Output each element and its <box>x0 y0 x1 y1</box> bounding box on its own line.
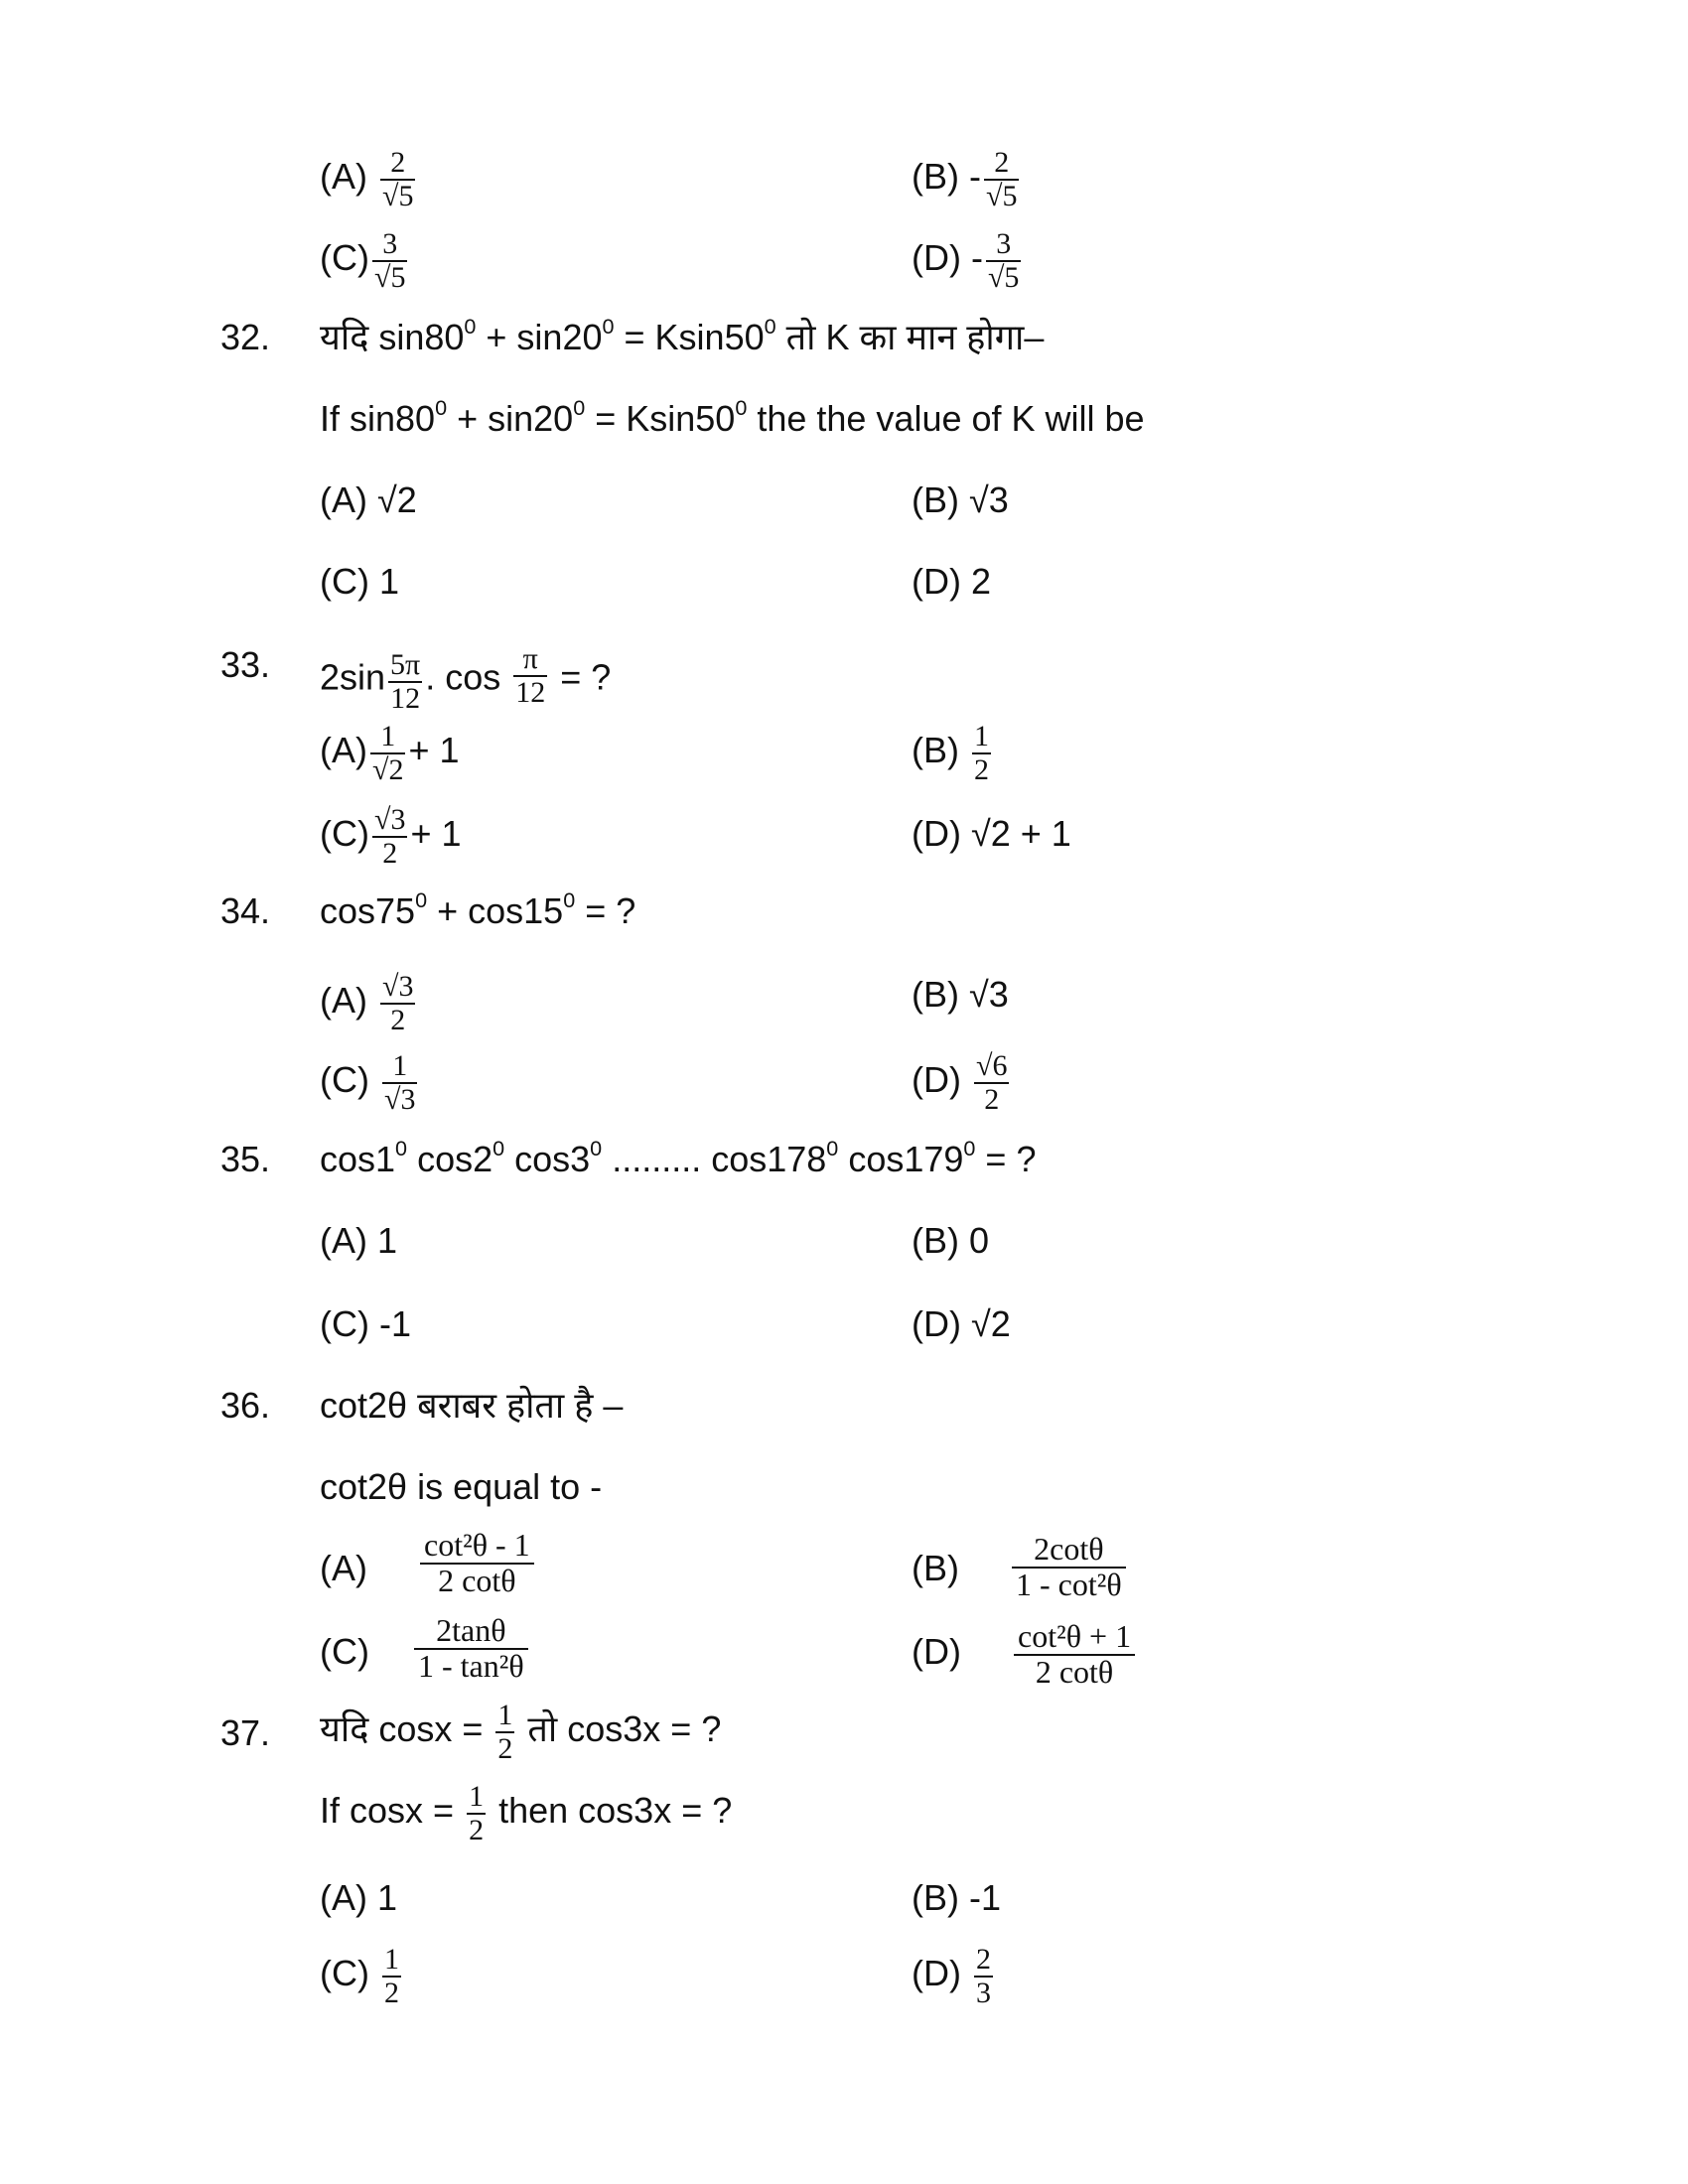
q36-option-d-fraction <box>1011 1620 1138 1689</box>
q36-option-c-label: (C) <box>320 1631 369 1672</box>
q32-option-c: (C) 1 <box>320 561 399 602</box>
q36-english-text: cot2θ is equal to - <box>320 1466 603 1507</box>
q34-option-d: (D) $\frac{√6}{2}$ <box>912 1049 1008 1116</box>
q31-option-c: (C) $\frac{3}{√5}$ <box>320 227 406 294</box>
q34-option-b: (B) √3 <box>912 974 1009 1015</box>
fraction: $\frac{1}{2}$ <box>974 720 990 786</box>
fraction: $\frac{3}{√5}$ <box>987 227 1020 294</box>
q34-question-text: $\cos 75^0 + \cos 15^0$ = ? <box>320 887 636 931</box>
q35-option-c: (C) -1 <box>320 1303 411 1344</box>
fraction: $\frac{2}{√5}$ <box>985 146 1018 212</box>
question-number: 37. <box>220 1712 271 1753</box>
q32-option-a: (A) √2 <box>320 479 417 520</box>
fraction: $\frac{√6}{2}$ <box>976 1049 1008 1116</box>
fraction: $\frac{1}{√2}$ <box>372 720 404 786</box>
fraction: $\frac{2}{√5}$ <box>382 146 414 212</box>
fraction: $\frac{√3}{2}$ <box>382 970 414 1036</box>
q34-option-c: (C) $\frac{1}{√3}$ <box>320 1049 416 1116</box>
question-number: 32. <box>220 317 271 357</box>
q36-option-d-label: (D) <box>912 1631 961 1672</box>
fraction: $\frac{1}{√3}$ <box>384 1049 416 1116</box>
fraction: $\frac{3}{√5}$ <box>373 227 406 294</box>
q35-option-b: (B) 0 <box>912 1220 990 1261</box>
q37-hindi-text: यदि cosx = $\frac{1}{2}$ तो cos3x = ? <box>320 1699 722 1765</box>
q34-option-a: (A) $\frac{√3}{2}$ <box>320 970 414 1036</box>
q32-option-d: (D) 2 <box>912 561 991 602</box>
q32-hindi-text: यदि $\sin 80^0 + \sin 20^0 = Ksin50^0$ तो K का मान होगा– <box>320 313 1045 357</box>
q32-option-b: (B) √3 <box>912 479 1009 520</box>
fraction: $\frac{\text{cot²θ - 1}}{2 \cot\theta}$ <box>420 1529 534 1597</box>
fraction: $\frac{1}{2}$ <box>384 1943 399 2009</box>
q37-option-c: (C) $\frac{1}{2}$ <box>320 1943 399 2009</box>
fraction: $\frac{1}{2}$ <box>469 1780 485 1846</box>
q36-option-b-fraction <box>1009 1533 1129 1601</box>
q31-option-a: (A) $\frac{2}{√5}$ <box>320 146 414 212</box>
fraction: $\frac{2\cot\theta}{\text{1 - cot²θ}}$ <box>1012 1533 1126 1601</box>
fraction: $\frac{\pi}{12}$ <box>515 642 546 709</box>
q33-question-text: 2sin $\frac{5\pi}{12}$ . cos $\frac{\pi}{12}$ = ? <box>320 642 612 715</box>
fraction: $\frac{\text{cot²θ + 1}}{2 \cot\theta}$ <box>1014 1620 1135 1689</box>
q35-option-a: (A) 1 <box>320 1220 398 1261</box>
fraction: $\frac{√3}{2}$ <box>373 803 406 870</box>
fraction: $\frac{5\pi}{12}$ <box>390 648 421 715</box>
fraction: $\frac{2\tan\theta}{\text{1 - tan²θ}}$ <box>414 1614 528 1683</box>
q31-option-d: (D) - $\frac{3}{√5}$ <box>912 227 1020 294</box>
question-number: 35. <box>220 1139 271 1179</box>
q37-english-text: If cosx = $\frac{1}{2}$ then cos3x = ? <box>320 1780 733 1846</box>
fraction: $\frac{2}{3}$ <box>976 1943 991 2009</box>
q36-option-a-label: (A) <box>320 1548 367 1588</box>
q32-english-text: If $\sin 80^0 + \sin 20^0 = Ksin50^0$ the the value of K will be <box>320 394 1145 439</box>
question-number: 34. <box>220 890 271 931</box>
q36-option-a-fraction <box>417 1529 537 1597</box>
q37-option-a: (A) 1 <box>320 1877 398 1918</box>
q33-option-a: (A) $\frac{1}{√2}$ + 1 <box>320 720 460 786</box>
q37-option-d: (D) $\frac{2}{3}$ <box>912 1943 991 2009</box>
q33-option-c: (C) $\frac{√3}{2}$ + 1 <box>320 803 462 870</box>
q36-option-c-fraction <box>411 1614 531 1683</box>
fraction: $\frac{1}{2}$ <box>497 1699 513 1765</box>
q35-option-d: (D) √2 <box>912 1303 1011 1344</box>
q33-option-b: (B) $\frac{1}{2}$ <box>912 720 990 786</box>
question-number: 33. <box>220 644 271 685</box>
q36-option-b-label: (B) <box>912 1548 959 1588</box>
q35-question-text: $\cos 1^0$ $\cos 2^0$ $\cos 3^0$ ......... $\cos 178^0$ $\cos 179^0$ = ? <box>320 1135 1037 1179</box>
question-number: 36. <box>220 1385 271 1426</box>
q37-option-b: (B) -1 <box>912 1877 1001 1918</box>
q31-option-b: (B) - $\frac{2}{√5}$ <box>912 146 1018 212</box>
q36-hindi-text: cot2θ बराबर होता है – <box>320 1385 624 1426</box>
q33-option-d: (D) √2 + 1 <box>912 813 1071 854</box>
